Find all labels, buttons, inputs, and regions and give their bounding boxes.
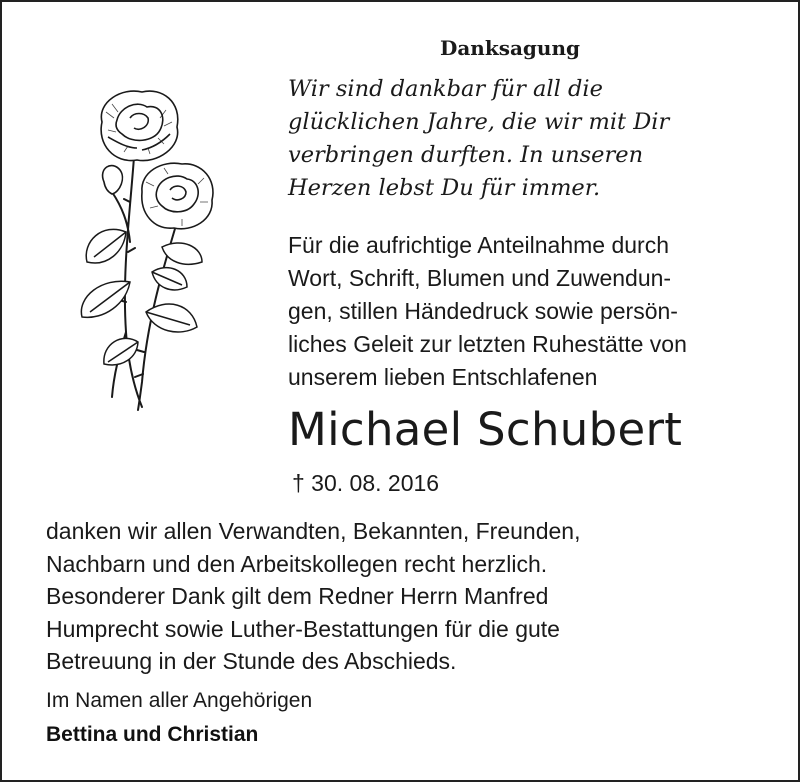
signers-names: Bettina und Christian: [46, 723, 259, 746]
poem-text: [288, 73, 768, 205]
body-line: danken wir allen Verwandten, Bekannten, Freunden,: [46, 518, 581, 544]
thanks-line: unserem lieben Entschlafenen: [288, 364, 598, 390]
deceased-name: Michael Schubert: [288, 403, 683, 456]
death-date: † 30. 08. 2016: [292, 470, 440, 496]
poem-line: glücklichen Jahre, die wir mit Dir: [288, 109, 670, 135]
roses-illustration-icon: [42, 82, 257, 412]
thanks-line: Für die aufrichtige Anteilnahme durch: [288, 232, 669, 258]
poem-line: Herzen lebst Du für immer.: [288, 175, 601, 201]
poem-line: verbringen durften. In unseren: [288, 142, 644, 168]
body-line: Besonderer Dank gilt dem Redner Herrn Manfred: [46, 583, 549, 609]
thanks-line: gen, stillen Händedruck sowie persön-: [288, 298, 678, 324]
poem-line: Wir sind dankbar für all die: [288, 76, 603, 102]
thanks-paragraph: [288, 229, 788, 394]
thanks-line: Wort, Schrift, Blumen und Zuwendun-: [288, 265, 672, 291]
notice-title: Danksagung: [440, 36, 580, 60]
body-line: Humprecht sowie Luther-Bestattungen für die gute: [46, 615, 560, 642]
thanks-line: liches Geleit zur letzten Ruhestätte von: [288, 331, 687, 357]
body-line: Betreuung in der Stunde des Abschieds.: [46, 648, 457, 674]
body-line: Nachbarn und den Arbeitskollegen recht herzlich.: [46, 550, 548, 577]
on-behalf-text: Im Namen aller Angehörigen: [46, 689, 313, 712]
body-paragraph: [46, 515, 766, 678]
